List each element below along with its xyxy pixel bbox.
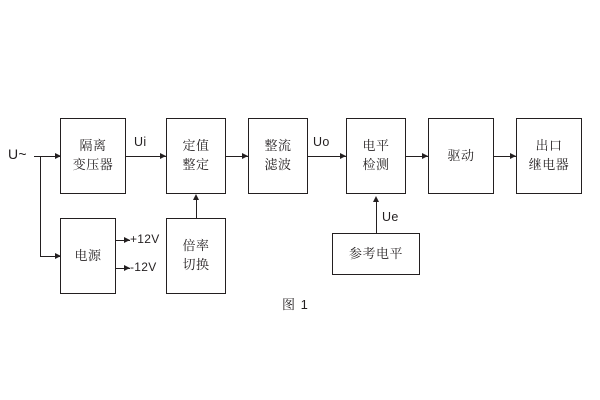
- block-output-relay-line1: 出口: [535, 138, 563, 154]
- label-pos12v: +12V: [130, 232, 160, 246]
- block-setting-adjust-line2: 整定: [182, 157, 210, 172]
- block-output-relay-line2: 继电器: [528, 157, 570, 172]
- label-uo: Uo: [313, 135, 330, 149]
- block-drive: [428, 118, 494, 194]
- block-level-detect-line1: 电平: [362, 138, 390, 154]
- block-output-relay: [516, 118, 582, 194]
- block-isolation-transformer-line2: 变压器: [72, 157, 114, 172]
- block-setting-adjust-line1: 定值: [182, 138, 210, 154]
- block-power-supply: [60, 218, 116, 294]
- block-setting-adjust: [166, 118, 226, 194]
- wire-input-branch-down: [40, 156, 41, 256]
- block-power-supply-line1: 电源: [74, 247, 102, 263]
- block-multiplier-switch: [166, 218, 226, 294]
- block-level-detect: [346, 118, 406, 194]
- block-reference-level: [332, 233, 420, 275]
- block-multiplier-switch-line1: 倍率: [182, 238, 210, 254]
- label-ue: Ue: [382, 210, 399, 224]
- figure-caption: 图 1: [282, 297, 309, 312]
- input-label-u: U~: [8, 146, 27, 162]
- block-multiplier-switch-line2: 切换: [182, 257, 210, 272]
- block-isolation-transformer-line1: 隔离: [79, 138, 107, 154]
- block-rectify-filter: [248, 118, 308, 194]
- arrow-multiplier-to-setting-icon: [193, 194, 199, 200]
- block-reference-level-line1: 参考电平: [348, 245, 403, 261]
- label-neg12v: -12V: [130, 260, 157, 274]
- block-rectify-filter-line2: 滤波: [264, 157, 292, 172]
- arrow-reference-to-level-icon: [373, 196, 379, 202]
- label-ui: Ui: [134, 135, 147, 149]
- block-level-detect-line2: 检测: [362, 157, 390, 172]
- block-rectify-filter-line1: 整流: [264, 138, 292, 154]
- block-drive-line1: 驱动: [447, 147, 475, 163]
- wire-reference-to-level: [376, 200, 377, 233]
- block-isolation-transformer: [60, 118, 126, 194]
